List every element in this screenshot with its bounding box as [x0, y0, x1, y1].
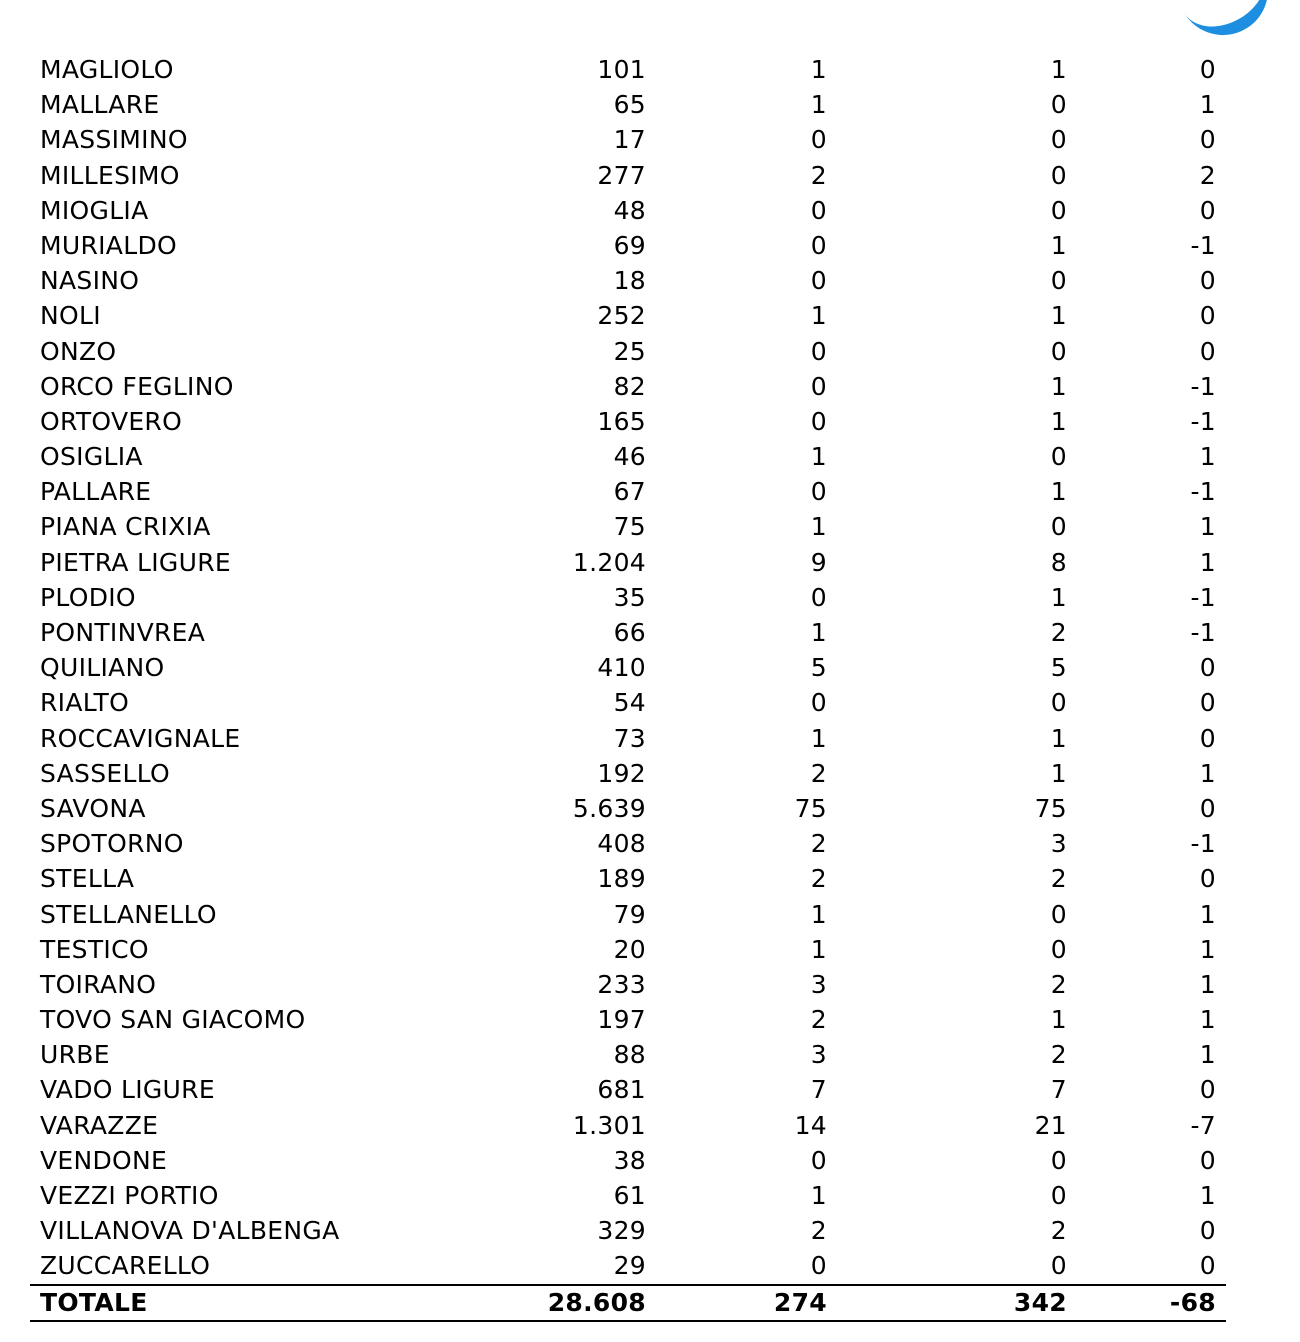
municipality-name: QUILIANO: [40, 653, 165, 683]
table-row: [30, 263, 1226, 298]
value-1: 192: [597, 758, 646, 788]
value-1: 69: [613, 230, 646, 260]
value-4: 1: [1199, 758, 1216, 788]
corner-decoration: [1170, 0, 1285, 52]
table-row: [30, 932, 1226, 967]
value-2: 7: [810, 1075, 827, 1105]
value-4: 0: [1199, 864, 1216, 894]
municipality-name: SPOTORNO: [40, 829, 184, 859]
value-4: 2: [1199, 160, 1216, 190]
table-row: [30, 1213, 1226, 1248]
value-2: 0: [810, 1251, 827, 1281]
value-1: 46: [613, 442, 646, 472]
value-2: 1: [810, 512, 827, 542]
value-4: -1: [1190, 230, 1216, 260]
value-2: 1: [810, 55, 827, 84]
table-row: [30, 369, 1226, 404]
table-row: [30, 615, 1226, 650]
value-2: 1: [810, 442, 827, 472]
municipality-name: URBE: [40, 1040, 110, 1070]
value-3: 1: [1050, 477, 1067, 507]
table-row: [30, 1002, 1226, 1037]
value-4: 0: [1199, 336, 1216, 366]
value-2: 5: [810, 653, 827, 683]
table-row: [30, 474, 1226, 509]
table-row: [30, 826, 1226, 861]
municipality-name: SAVONA: [40, 793, 146, 823]
total-value-2: 274: [773, 1287, 827, 1317]
value-3: 0: [1050, 688, 1067, 718]
value-4: 0: [1199, 1075, 1216, 1105]
municipality-name: TESTICO: [40, 934, 149, 964]
value-4: 0: [1199, 688, 1216, 718]
value-1: 408: [597, 829, 646, 859]
value-4: 0: [1199, 1145, 1216, 1175]
table-row: [30, 756, 1226, 791]
value-4: 1: [1199, 90, 1216, 120]
value-1: 165: [597, 406, 646, 436]
table-row: [30, 1178, 1226, 1213]
municipality-name: PIANA CRIXIA: [40, 512, 211, 542]
municipality-name: SASSELLO: [40, 758, 171, 788]
value-4: 1: [1199, 442, 1216, 472]
value-3: 1: [1050, 582, 1067, 612]
table-row: [30, 439, 1226, 474]
value-3: 0: [1050, 1251, 1067, 1281]
table-row: [30, 122, 1226, 157]
municipality-name: NASINO: [40, 266, 140, 296]
value-4: -7: [1190, 1110, 1216, 1140]
municipality-table: [30, 52, 1226, 1322]
value-3: 0: [1050, 336, 1067, 366]
value-1: 20: [613, 934, 646, 964]
value-2: 0: [810, 195, 827, 225]
value-1: 67: [613, 477, 646, 507]
value-4: 0: [1199, 1251, 1216, 1281]
value-3: 1: [1050, 758, 1067, 788]
value-1: 1.204: [572, 547, 646, 577]
municipality-name: STELLA: [40, 864, 135, 894]
value-3: 2: [1050, 1216, 1067, 1246]
value-4: 0: [1199, 723, 1216, 753]
value-1: 681: [597, 1075, 646, 1105]
municipality-name: VEZZI PORTIO: [40, 1181, 219, 1210]
value-3: 0: [1050, 899, 1067, 929]
table-row: [30, 791, 1226, 826]
table-row: [30, 228, 1226, 263]
municipality-name: ORTOVERO: [40, 406, 183, 436]
value-3: 0: [1050, 512, 1067, 542]
table-row: [30, 685, 1226, 720]
value-2: 2: [810, 864, 827, 894]
total-value-3: 342: [1013, 1287, 1067, 1317]
value-3: 1: [1050, 301, 1067, 331]
table-row: [30, 158, 1226, 193]
value-2: 14: [794, 1110, 827, 1140]
value-1: 79: [613, 899, 646, 929]
value-2: 0: [810, 336, 827, 366]
municipality-name: PLODIO: [40, 582, 136, 612]
value-3: 3: [1050, 829, 1067, 859]
value-1: 65: [613, 90, 646, 120]
municipality-name: MALLARE: [40, 90, 160, 120]
value-1: 197: [597, 1005, 646, 1035]
value-1: 75: [613, 512, 646, 542]
value-4: -1: [1190, 829, 1216, 859]
municipality-name: VARAZZE: [40, 1110, 159, 1140]
municipality-name: TOIRANO: [40, 969, 157, 999]
value-4: 0: [1199, 195, 1216, 225]
table-row: [30, 1108, 1226, 1143]
table-row: [30, 1143, 1226, 1178]
table-row: [30, 721, 1226, 756]
value-1: 189: [597, 864, 646, 894]
value-2: 0: [810, 125, 827, 155]
value-1: 18: [613, 266, 646, 296]
table-row: [30, 545, 1226, 580]
value-4: 1: [1199, 1181, 1216, 1210]
municipality-name: MAGLIOLO: [40, 55, 174, 84]
table-row: [30, 897, 1226, 932]
value-4: 1: [1199, 1040, 1216, 1070]
value-3: 1: [1050, 1005, 1067, 1035]
value-2: 0: [810, 477, 827, 507]
value-4: 1: [1199, 899, 1216, 929]
table-row: [30, 87, 1226, 122]
value-3: 0: [1050, 1145, 1067, 1175]
municipality-name: RIALTO: [40, 688, 130, 718]
value-4: 1: [1199, 512, 1216, 542]
municipality-name: VILLANOVA D'ALBENGA: [40, 1216, 340, 1246]
value-1: 38: [613, 1145, 646, 1175]
value-3: 1: [1050, 55, 1067, 84]
value-2: 1: [810, 90, 827, 120]
value-3: 1: [1050, 406, 1067, 436]
value-3: 0: [1050, 125, 1067, 155]
value-2: 3: [810, 1040, 827, 1070]
value-4: 1: [1199, 1005, 1216, 1035]
municipality-name: ZUCCARELLO: [40, 1251, 211, 1281]
value-2: 0: [810, 371, 827, 401]
municipality-name: MURIALDO: [40, 230, 177, 260]
value-3: 1: [1050, 230, 1067, 260]
table-row: [30, 1037, 1226, 1072]
table-row: [30, 298, 1226, 333]
total-label: TOTALE: [40, 1287, 148, 1317]
value-4: -1: [1190, 371, 1216, 401]
value-1: 35: [613, 582, 646, 612]
value-4: 1: [1199, 969, 1216, 999]
table-row: [30, 404, 1226, 439]
value-3: 0: [1050, 160, 1067, 190]
municipality-name: PIETRA LIGURE: [40, 547, 231, 577]
table-row: [30, 334, 1226, 369]
value-4: -1: [1190, 477, 1216, 507]
value-4: 1: [1199, 547, 1216, 577]
value-2: 3: [810, 969, 827, 999]
value-3: 7: [1050, 1075, 1067, 1105]
table-row: [30, 52, 1226, 87]
table-row: [30, 967, 1226, 1002]
value-3: 21: [1034, 1110, 1067, 1140]
value-3: 0: [1050, 1181, 1067, 1210]
municipality-name: VENDONE: [40, 1145, 168, 1175]
value-1: 73: [613, 723, 646, 753]
value-3: 0: [1050, 90, 1067, 120]
value-1: 48: [613, 195, 646, 225]
value-4: 0: [1199, 1216, 1216, 1246]
municipality-name: ONZO: [40, 336, 117, 366]
value-3: 0: [1050, 266, 1067, 296]
value-1: 54: [613, 688, 646, 718]
value-4: 0: [1199, 301, 1216, 331]
municipality-name: NOLI: [40, 301, 101, 331]
value-3: 8: [1050, 547, 1067, 577]
value-2: 1: [810, 723, 827, 753]
value-3: 2: [1050, 1040, 1067, 1070]
municipality-name: TOVO SAN GIACOMO: [40, 1005, 306, 1035]
value-2: 2: [810, 1005, 827, 1035]
value-1: 88: [613, 1040, 646, 1070]
value-1: 82: [613, 371, 646, 401]
value-1: 66: [613, 618, 646, 647]
value-1: 277: [597, 160, 646, 190]
value-2: 1: [810, 301, 827, 331]
value-2: 2: [810, 1216, 827, 1246]
value-1: 1.301: [572, 1110, 646, 1140]
value-2: 0: [810, 1145, 827, 1175]
municipality-name: MASSIMINO: [40, 125, 188, 155]
value-2: 9: [810, 547, 827, 577]
value-1: 25: [613, 336, 646, 366]
value-2: 2: [810, 829, 827, 859]
municipality-name: MILLESIMO: [40, 160, 180, 190]
table-body: [30, 52, 1226, 1284]
value-2: 0: [810, 582, 827, 612]
value-1: 252: [597, 301, 646, 331]
value-2: 1: [810, 1181, 827, 1210]
municipality-name: PONTINVREA: [40, 618, 206, 647]
value-3: 75: [1034, 793, 1067, 823]
value-3: 2: [1050, 969, 1067, 999]
municipality-name: PALLARE: [40, 477, 152, 507]
value-2: 0: [810, 266, 827, 296]
total-value-4: -68: [1169, 1287, 1216, 1317]
value-2: 1: [810, 899, 827, 929]
value-4: 0: [1199, 125, 1216, 155]
value-1: 410: [597, 653, 646, 683]
municipality-name: STELLANELLO: [40, 899, 217, 929]
value-3: 0: [1050, 934, 1067, 964]
value-3: 2: [1050, 618, 1067, 647]
table-row: [30, 580, 1226, 615]
value-1: 5.639: [572, 793, 646, 823]
municipality-name: MIOGLIA: [40, 195, 149, 225]
value-4: -1: [1190, 618, 1216, 647]
value-2: 1: [810, 934, 827, 964]
table-row: [30, 1072, 1226, 1107]
value-3: 1: [1050, 371, 1067, 401]
value-2: 0: [810, 688, 827, 718]
value-3: 0: [1050, 195, 1067, 225]
value-1: 101: [597, 55, 646, 84]
value-1: 233: [597, 969, 646, 999]
value-4: 0: [1199, 653, 1216, 683]
municipality-name: ORCO FEGLINO: [40, 371, 234, 401]
value-1: 61: [613, 1181, 646, 1210]
value-2: 75: [794, 793, 827, 823]
value-2: 2: [810, 160, 827, 190]
total-value-1: 28.608: [547, 1287, 646, 1317]
value-4: 0: [1199, 55, 1216, 84]
value-4: 0: [1199, 266, 1216, 296]
table-row: [30, 650, 1226, 685]
table-row: [30, 193, 1226, 228]
value-3: 1: [1050, 723, 1067, 753]
value-4: -1: [1190, 582, 1216, 612]
value-4: -1: [1190, 406, 1216, 436]
value-3: 0: [1050, 442, 1067, 472]
municipality-name: VADO LIGURE: [40, 1075, 215, 1105]
value-1: 29: [613, 1251, 646, 1281]
value-4: 0: [1199, 793, 1216, 823]
table-row: [30, 509, 1226, 544]
value-2: 1: [810, 618, 827, 647]
value-2: 0: [810, 406, 827, 436]
municipality-name: OSIGLIA: [40, 442, 143, 472]
value-3: 5: [1050, 653, 1067, 683]
value-1: 329: [597, 1216, 646, 1246]
value-3: 2: [1050, 864, 1067, 894]
municipality-name: ROCCAVIGNALE: [40, 723, 241, 753]
table-row: [30, 861, 1226, 896]
value-1: 17: [613, 125, 646, 155]
total-row: [30, 1284, 1226, 1322]
value-4: 1: [1199, 934, 1216, 964]
table-row: [30, 1248, 1226, 1283]
value-2: 0: [810, 230, 827, 260]
value-2: 2: [810, 758, 827, 788]
